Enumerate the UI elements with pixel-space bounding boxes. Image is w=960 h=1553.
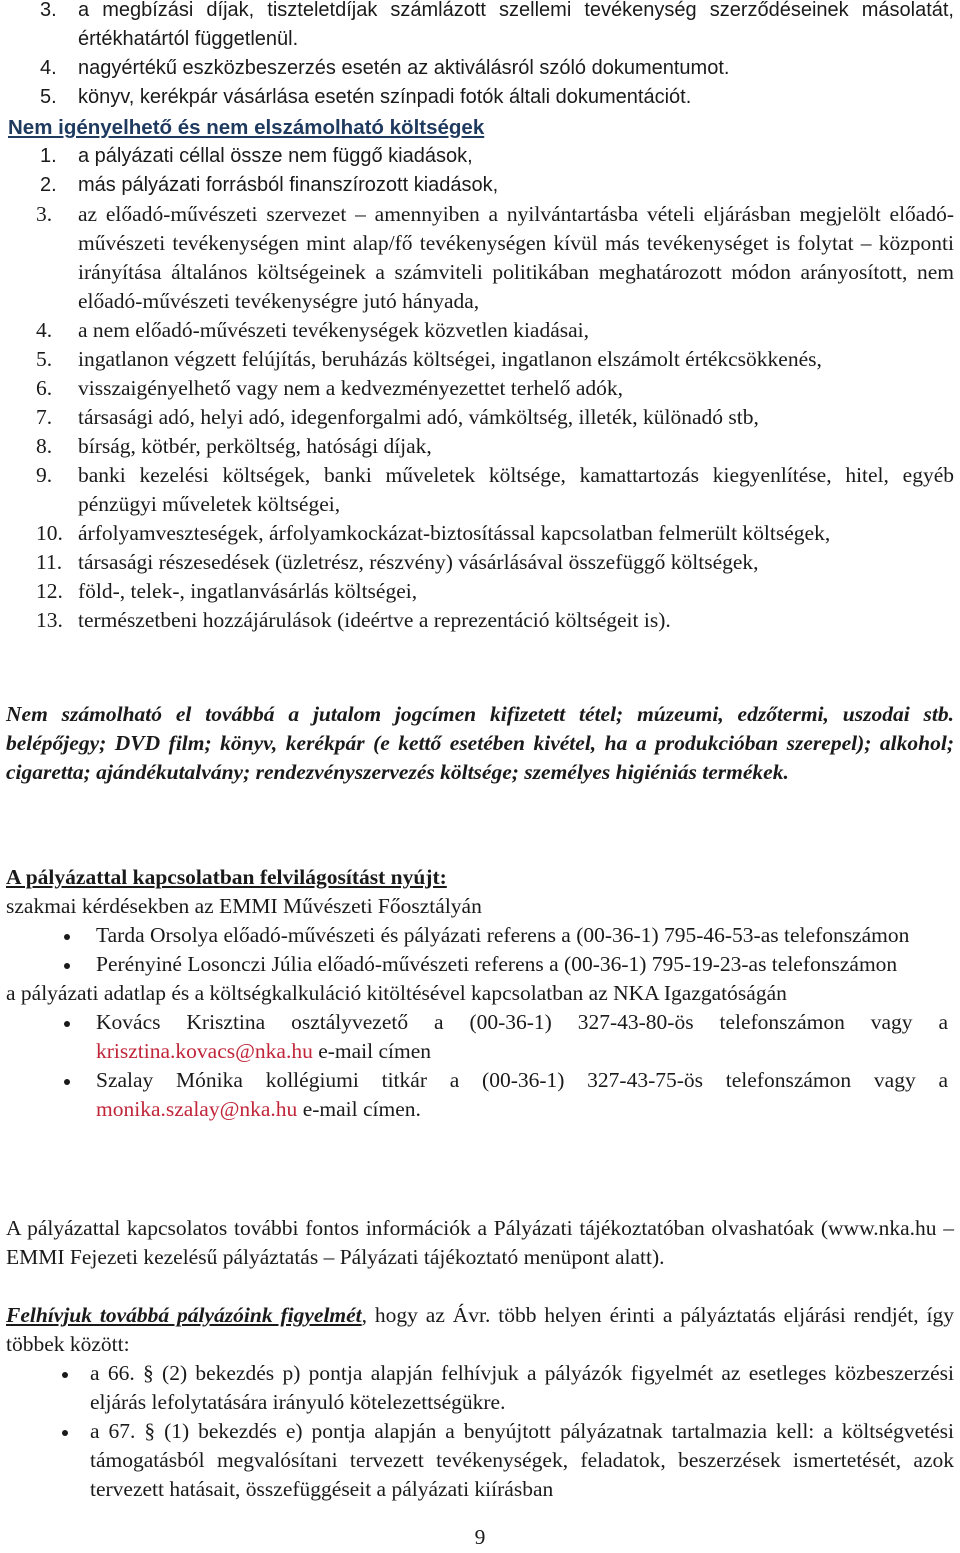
- email-link[interactable]: krisztina.kovacs@nka.hu: [96, 1039, 313, 1063]
- attention-item: a 67. § (1) bekezdés e) pontja alapján a benyújtott pályázatnak tartalmazia kell: a költségvetési támogatásból megvalósítani tervezett tevékenységek, feladatok, beszerzések ismertetését, azok tervezett hatásait, összefüggéseit a pályázati kiírásban: [0, 1417, 960, 1504]
- list-item: 4. a nem előadó-művészeti tevékenységek közvetlen kiadásai,: [36, 318, 590, 342]
- further-info-paragraph: A pályázattal kapcsolatos további fontos információk a Pályázati tájékoztatóban olvashatóak (www.nka.hu – EMMI Fejezeti kezelésű pályáztatás – Pályázati tájékoztató menüpont alatt).: [6, 1216, 954, 1269]
- list-item: 7. társasági adó, helyi adó, idegenforgalmi adó, vámköltség, illeték, különadó stb,: [36, 405, 759, 429]
- list-item: 5. ingatlanon végzett felújítás, beruházás költségei, ingatlanon elszámolt értékcsökkenés,: [36, 347, 822, 371]
- list-item: 8. bírság, kötbér, perköltség, hatósági díjak,: [36, 434, 432, 458]
- info-intro-emmi: szakmai kérdésekben az EMMI Művészeti Főosztályán: [6, 894, 482, 918]
- contacts-emmi: [6, 921, 954, 979]
- list-item: 5. könyv, kerékpár vásárlása esetén színpadi fotók általi dokumentációt.: [40, 86, 692, 108]
- list-item: 6. visszaigényelhető vagy nem a kedvezményezettet terhelő adók,: [36, 376, 624, 400]
- sub-list-sans: [0, 142, 960, 200]
- contact-item: Szalay Mónika kollégiumi titkár a (00-36-1) 327-43-75-ös telefonszámon vagy a monika.szalay@nka.hu e-mail címen.: [6, 1066, 954, 1124]
- contact-item: Tarda Orsolya előadó-művészeti és pályázati referens a (00-36-1) 795-46-53-as telefonszámon: [6, 921, 954, 950]
- warning-paragraph: Nem számolható el továbbá a jutalom jogcímen kifizetett tétel; múzeumi, edzőtermi, uszodai stb. belépőjegy; DVD film; könyv, kerékpár (e kettő esetében kivétel, ha a produkcióban szerepel); alkohol; cigaretta; ajándékutalvány; rendezvényszervezés költsége; személyes higiéniás termékek.: [6, 702, 954, 784]
- attention-list: [0, 1359, 960, 1504]
- list-item: 3. az előadó-művészeti szervezet – amennyiben a nyilvántartásba vételi eljárásban megjelölt előadó-művészeti tevékenységen mint alap/fő tevékenységen kívül más tevékenységet is folytat – központi irányítása általános költségeinek a számviteli politikában meghatározott módon arányosított, nem előadó-művészeti tevékenységre jutó hányada,: [36, 202, 954, 313]
- list-item: 12. föld-, telek-, ingatlanvásárlás költségei,: [36, 579, 418, 603]
- bullet-icon: [64, 1079, 70, 1085]
- list-item: 4. nagyértékű eszközbeszerzés esetén az aktiválásról szóló dokumentumot.: [40, 57, 730, 79]
- subheading: Nem igényelhető és nem elszámolható költségek: [8, 116, 485, 139]
- list-item: 3. a megbízási díjak, tiszteletdíjak számlázott szellemi tevékenység szerződéseinek másolatát, értékhatártól függetlenül.: [40, 0, 954, 50]
- bullet-icon: [64, 963, 70, 969]
- info-section: [0, 863, 960, 1124]
- contacts-nka: [6, 1008, 954, 1124]
- list-item: 11. társasági részesedések (üzletrész, részvény) vásárlásával összefüggő költségek,: [36, 550, 759, 574]
- bullet-icon: [62, 1430, 68, 1436]
- list-item: 2. más pályázati forrásból finanszírozott kiadások,: [40, 174, 499, 196]
- list-item: 9. banki kezelési költségek, banki műveletek költsége, kamattartozás kiegyenlítése, hitel, egyéb pénzügyi műveletek költségei,: [36, 463, 954, 516]
- list-item: 13. természetbeni hozzájárulások (ideértve a reprezentáció költségeit is).: [36, 608, 671, 632]
- bullet-icon: [62, 1372, 68, 1378]
- list-item: 10. árfolyamveszteségek, árfolyamkockázat-biztosítással kapcsolatban felmerült költségek,: [36, 521, 831, 545]
- top-list: [0, 0, 960, 112]
- bullet-icon: [64, 1021, 70, 1027]
- contact-item: Perényiné Losonczi Júlia előadó-művészeti referens a (00-36-1) 795-19-23-as telefonszámon: [6, 950, 954, 979]
- info-intro-nka: a pályázati adatlap és a költségkalkuláció kitöltésével kapcsolatban az NKA Igazgatóságán: [6, 981, 787, 1005]
- contact-item: Kovács Krisztina osztályvezető a (00-36-1) 327-43-80-ös telefonszámon vagy a krisztina.kovacs@nka.hu e-mail címen: [6, 1008, 954, 1066]
- sub-list: [0, 200, 960, 635]
- attention-item: a 66. § (2) bekezdés p) pontja alapján felhívjuk a pályázók figyelmét az esetleges közbeszerzési eljárás lefolytatására irányuló kötelezettségükre.: [0, 1359, 960, 1417]
- page-number: 9: [474, 1525, 486, 1549]
- attention-paragraph: Felhívjuk továbbá pályázóink figyelmét, hogy az Ávr. több helyen érinti a pályáztatás eljárási rendjét, így többek között:: [6, 1303, 954, 1356]
- info-heading: A pályázattal kapcsolatban felvilágosítást nyújt:: [6, 865, 447, 889]
- list-item: 1. a pályázati céllal össze nem függő kiadások,: [40, 145, 473, 167]
- email-link[interactable]: monika.szalay@nka.hu: [96, 1097, 298, 1121]
- bullet-icon: [64, 934, 70, 940]
